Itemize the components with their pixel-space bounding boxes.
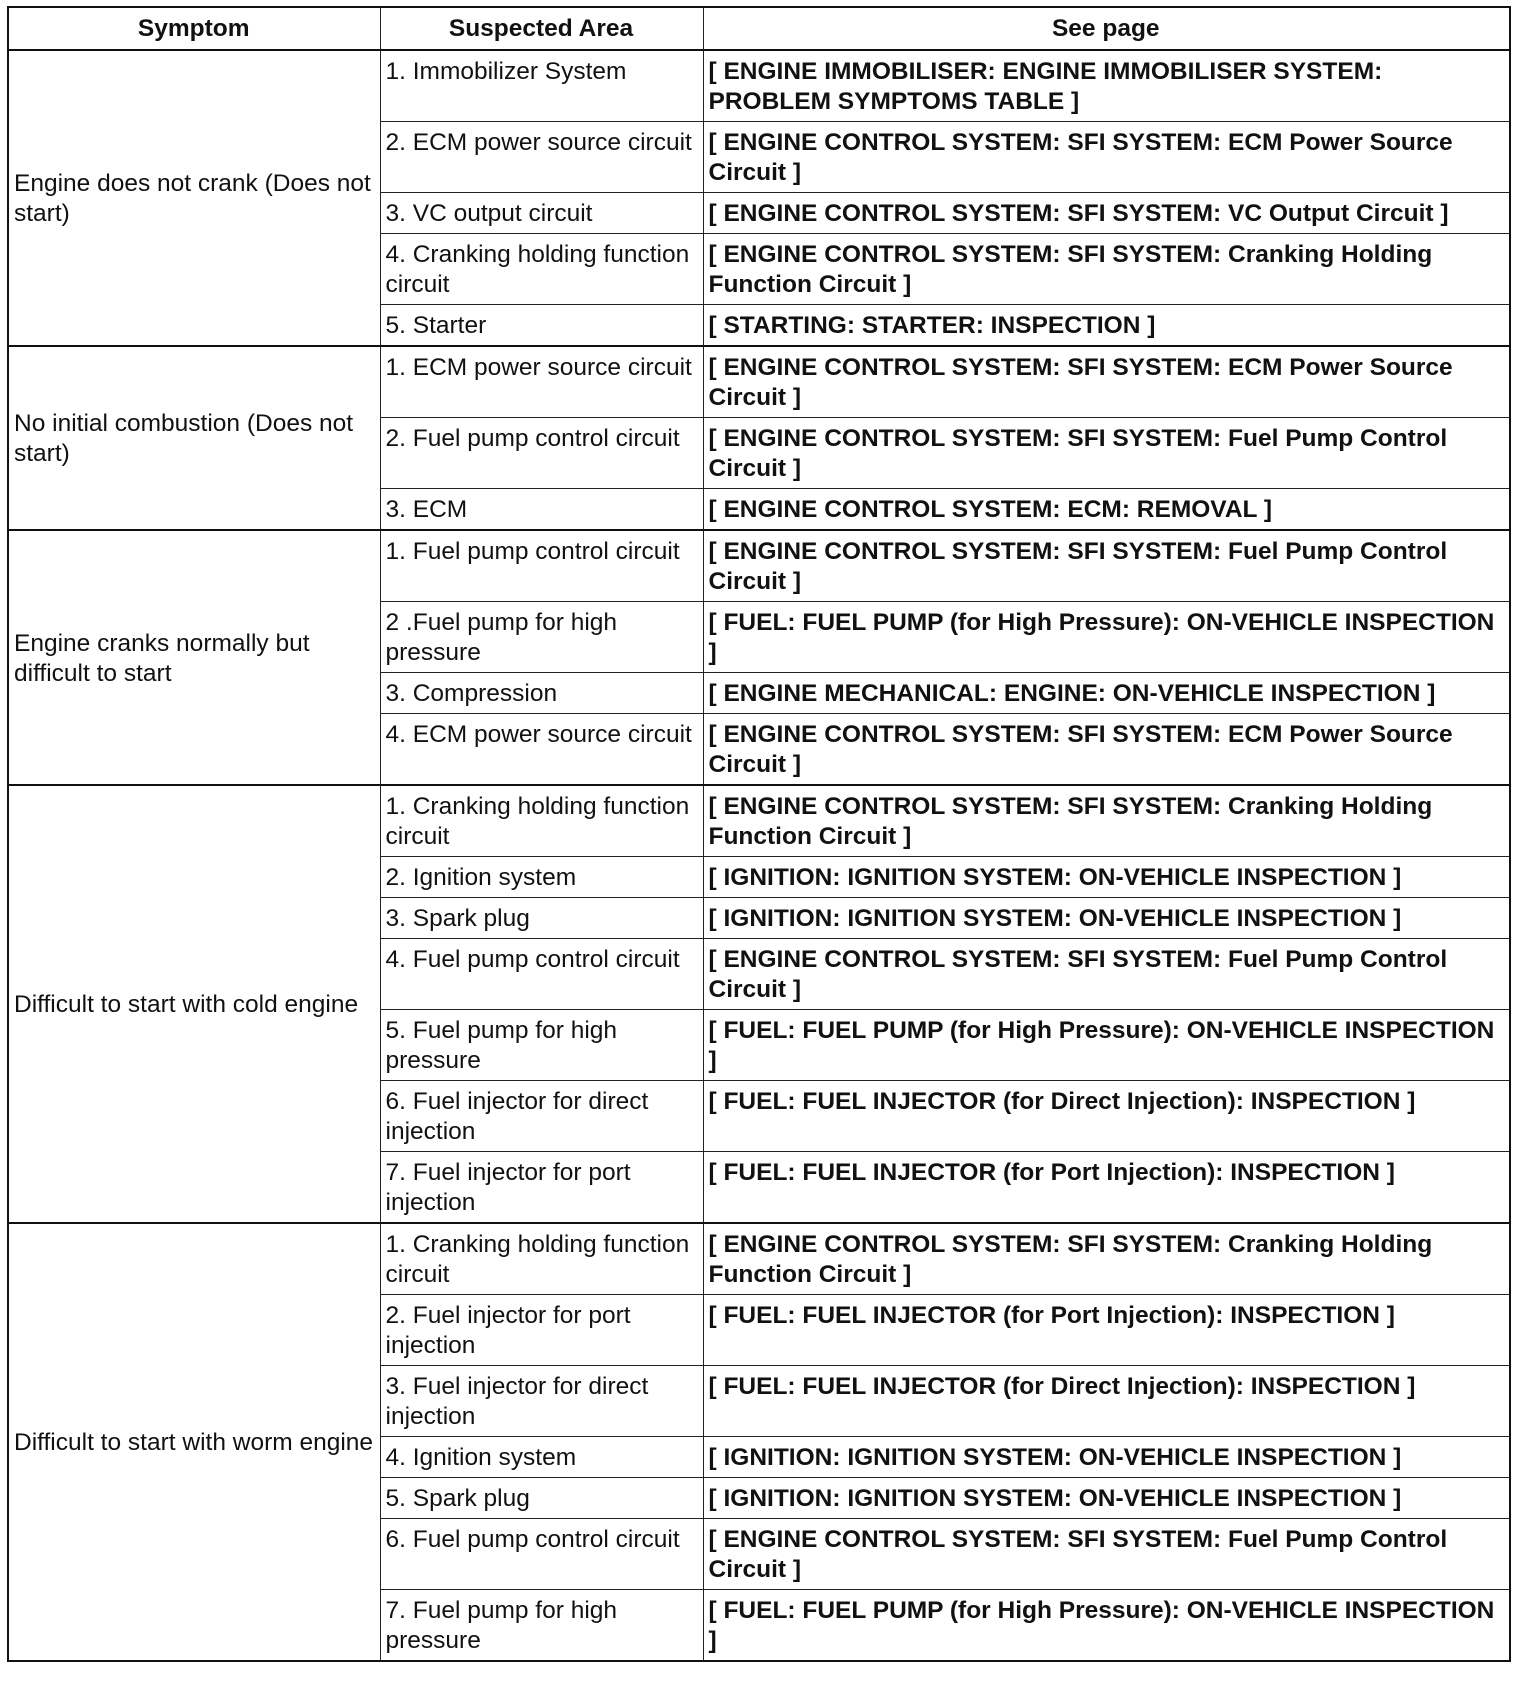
suspected-area-cell: 2. ECM power source circuit [380, 122, 703, 193]
suspected-area-cell: 3. VC output circuit [380, 193, 703, 234]
header-symptom: Symptom [8, 7, 380, 50]
see-page-reference[interactable]: [ ENGINE CONTROL SYSTEM: SFI SYSTEM: ECM Power Source Circuit ] [703, 346, 1510, 418]
suspected-area-cell: 4. Ignition system [380, 1437, 703, 1478]
see-page-reference[interactable]: [ FUEL: FUEL INJECTOR (for Port Injection): INSPECTION ] [703, 1152, 1510, 1224]
see-page-reference[interactable]: [ ENGINE CONTROL SYSTEM: SFI SYSTEM: ECM Power Source Circuit ] [703, 714, 1510, 786]
suspected-area-cell: 3. Compression [380, 673, 703, 714]
symptom-cell: Engine cranks normally but difficult to start [8, 530, 380, 785]
table-row [8, 530, 1510, 602]
symptom-cell: Engine does not crank (Does not start) [8, 50, 380, 346]
suspected-area-cell: 1. ECM power source circuit [380, 346, 703, 418]
see-page-reference[interactable]: [ IGNITION: IGNITION SYSTEM: ON-VEHICLE INSPECTION ] [703, 1478, 1510, 1519]
see-page-reference[interactable]: [ IGNITION: IGNITION SYSTEM: ON-VEHICLE INSPECTION ] [703, 1437, 1510, 1478]
header-suspected-area: Suspected Area [380, 7, 703, 50]
suspected-area-cell: 6. Fuel pump control circuit [380, 1519, 703, 1590]
suspected-area-cell: 7. Fuel injector for port injection [380, 1152, 703, 1224]
suspected-area-cell: 5. Spark plug [380, 1478, 703, 1519]
suspected-area-cell: 2. Fuel injector for port injection [380, 1295, 703, 1366]
see-page-reference[interactable]: [ ENGINE MECHANICAL: ENGINE: ON-VEHICLE INSPECTION ] [703, 673, 1510, 714]
suspected-area-cell: 3. Fuel injector for direct injection [380, 1366, 703, 1437]
see-page-reference[interactable]: [ ENGINE CONTROL SYSTEM: ECM: REMOVAL ] [703, 489, 1510, 531]
suspected-area-cell: 5. Fuel pump for high pressure [380, 1010, 703, 1081]
see-page-reference[interactable]: [ ENGINE CONTROL SYSTEM: SFI SYSTEM: Fuel Pump Control Circuit ] [703, 530, 1510, 602]
suspected-area-cell: 3. Spark plug [380, 898, 703, 939]
suspected-area-cell: 2. Fuel pump control circuit [380, 418, 703, 489]
suspected-area-cell: 1. Cranking holding function circuit [380, 785, 703, 857]
table-row [8, 785, 1510, 857]
suspected-area-cell: 4. Fuel pump control circuit [380, 939, 703, 1010]
see-page-reference[interactable]: [ ENGINE CONTROL SYSTEM: SFI SYSTEM: Cranking Holding Function Circuit ] [703, 1223, 1510, 1295]
see-page-reference[interactable]: [ FUEL: FUEL INJECTOR (for Direct Injection): INSPECTION ] [703, 1366, 1510, 1437]
suspected-area-cell: 5. Starter [380, 305, 703, 347]
suspected-area-cell: 3. ECM [380, 489, 703, 531]
see-page-reference[interactable]: [ IGNITION: IGNITION SYSTEM: ON-VEHICLE INSPECTION ] [703, 857, 1510, 898]
see-page-reference[interactable]: [ FUEL: FUEL INJECTOR (for Port Injection): INSPECTION ] [703, 1295, 1510, 1366]
see-page-reference[interactable]: [ FUEL: FUEL INJECTOR (for Direct Injection): INSPECTION ] [703, 1081, 1510, 1152]
see-page-reference[interactable]: [ FUEL: FUEL PUMP (for High Pressure): ON-VEHICLE INSPECTION ] [703, 1010, 1510, 1081]
table-body [8, 50, 1510, 1661]
problem-symptoms-table [7, 6, 1511, 1662]
see-page-reference[interactable]: [ ENGINE CONTROL SYSTEM: SFI SYSTEM: Cranking Holding Function Circuit ] [703, 234, 1510, 305]
suspected-area-cell: 4. ECM power source circuit [380, 714, 703, 786]
suspected-area-cell: 1. Cranking holding function circuit [380, 1223, 703, 1295]
suspected-area-cell: 2. Ignition system [380, 857, 703, 898]
see-page-reference[interactable]: [ ENGINE CONTROL SYSTEM: SFI SYSTEM: VC Output Circuit ] [703, 193, 1510, 234]
table-header [8, 7, 1510, 50]
table-row [8, 50, 1510, 122]
see-page-reference[interactable]: [ STARTING: STARTER: INSPECTION ] [703, 305, 1510, 347]
suspected-area-cell: 6. Fuel injector for direct injection [380, 1081, 703, 1152]
see-page-reference[interactable]: [ FUEL: FUEL PUMP (for High Pressure): ON-VEHICLE INSPECTION ] [703, 1590, 1510, 1662]
table-row [8, 1223, 1510, 1295]
see-page-reference[interactable]: [ ENGINE CONTROL SYSTEM: SFI SYSTEM: Fuel Pump Control Circuit ] [703, 418, 1510, 489]
table-row [8, 346, 1510, 418]
symptom-cell: Difficult to start with worm engine [8, 1223, 380, 1661]
see-page-reference[interactable]: [ ENGINE CONTROL SYSTEM: SFI SYSTEM: Fuel Pump Control Circuit ] [703, 1519, 1510, 1590]
see-page-reference[interactable]: [ ENGINE CONTROL SYSTEM: SFI SYSTEM: Fuel Pump Control Circuit ] [703, 939, 1510, 1010]
symptom-cell: Difficult to start with cold engine [8, 785, 380, 1223]
see-page-reference[interactable]: [ ENGINE CONTROL SYSTEM: SFI SYSTEM: ECM Power Source Circuit ] [703, 122, 1510, 193]
suspected-area-cell: 1. Immobilizer System [380, 50, 703, 122]
header-row [8, 7, 1510, 50]
see-page-reference[interactable]: [ IGNITION: IGNITION SYSTEM: ON-VEHICLE INSPECTION ] [703, 898, 1510, 939]
symptom-cell: No initial combustion (Does not start) [8, 346, 380, 530]
suspected-area-cell: 2 .Fuel pump for high pressure [380, 602, 703, 673]
suspected-area-cell: 1. Fuel pump control circuit [380, 530, 703, 602]
see-page-reference[interactable]: [ FUEL: FUEL PUMP (for High Pressure): ON-VEHICLE INSPECTION ] [703, 602, 1510, 673]
see-page-reference[interactable]: [ ENGINE IMMOBILISER: ENGINE IMMOBILISER SYSTEM: PROBLEM SYMPTOMS TABLE ] [703, 50, 1510, 122]
suspected-area-cell: 4. Cranking holding function circuit [380, 234, 703, 305]
header-see-page: See page [703, 7, 1510, 50]
see-page-reference[interactable]: [ ENGINE CONTROL SYSTEM: SFI SYSTEM: Cranking Holding Function Circuit ] [703, 785, 1510, 857]
suspected-area-cell: 7. Fuel pump for high pressure [380, 1590, 703, 1662]
